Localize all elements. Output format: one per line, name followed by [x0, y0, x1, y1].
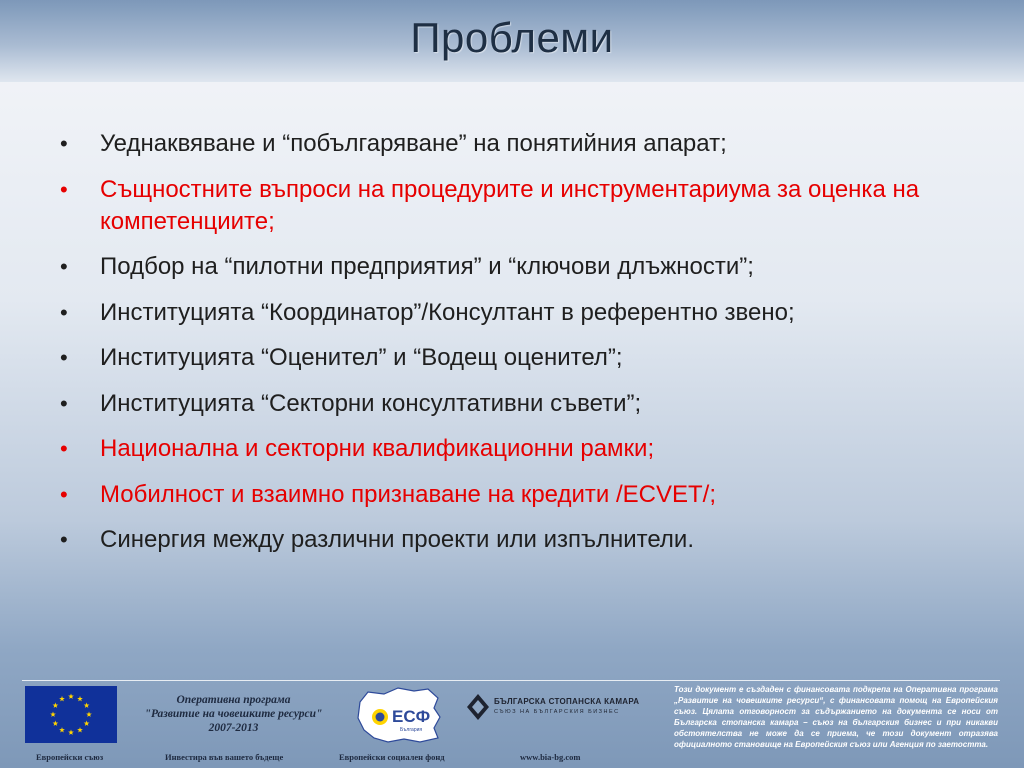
bullet-marker: • [60, 481, 68, 507]
program-title [136, 693, 331, 735]
bullet-text: Синергия между различни проекти или изпълнители. [100, 526, 694, 553]
program-line2: "Развитие на човешките ресурси" [144, 708, 323, 720]
bullet-item [60, 174, 960, 238]
bullet-marker: • [60, 390, 68, 416]
eu-star-icon [68, 730, 74, 735]
bullet-text: Уеднаквяване и “побългаряване” на понятийния апарат; [100, 130, 727, 157]
bullet-text: Институцията “Оценител” и “Водещ оценител”; [100, 344, 623, 371]
bcc-subtitle: СЪЮЗ НА БЪЛГАРСКИЯ БИЗНЕС [494, 709, 620, 715]
eu-star-icon [84, 703, 90, 708]
bullet-item [60, 297, 960, 329]
eu-star-icon [59, 696, 65, 701]
eu-caption: Европейски съюз [36, 752, 104, 762]
footer [0, 675, 1024, 768]
bullet-item [60, 433, 960, 465]
bullet-item [60, 388, 960, 420]
program-caption: Инвестира във вашето бъдеще [165, 752, 284, 762]
bullet-marker: • [60, 345, 68, 370]
bullet-item [60, 479, 960, 511]
bullet-text: Мобилност и взаимно признаване на кредити /ECVET/; [100, 480, 716, 508]
esf-logo-sub: България [400, 727, 423, 733]
bcc-name: БЪЛГАРСКА СТОПАНСКА КАМАРА [494, 697, 640, 706]
bullet-text: Институцията “Координатор”/Консултант в референтно звено; [100, 298, 795, 326]
bullet-item [60, 128, 960, 160]
bcc-emblem-icon [466, 693, 490, 721]
bullet-text: Същностните въпроси на процедурите и инструментариума за оценка на компетенциите; [100, 175, 920, 235]
esf-logo-text: ЕСФ [392, 707, 431, 726]
bullet-marker: • [60, 176, 68, 202]
bullet-list [60, 128, 960, 570]
title-bar [0, 0, 1024, 82]
eu-star-icon [53, 721, 59, 726]
bcc-url: www.bia-bg.com [520, 752, 581, 762]
slide-title: Проблеми [410, 14, 614, 61]
bullet-item [60, 524, 960, 556]
bullet-text: Подбор на “пилотни предприятия” и “ключови длъжности”; [100, 253, 754, 280]
bullet-item [60, 342, 960, 374]
bullet-marker: • [60, 299, 68, 325]
bullet-marker: • [60, 254, 68, 279]
eu-star-icon [86, 712, 92, 717]
eu-star-icon [77, 696, 83, 701]
bullet-text: Национална и секторни квалификационни рамки; [100, 435, 655, 462]
esf-caption: Европейски социален фонд [339, 752, 445, 762]
disclaimer-text: Този документ е създаден с финансовата подкрепа на Оперативна програма „Развитие на човешките ресурси“, с финансовата помощ на Европейския съюз. Цялата отговорност за съдържанието на документа се носи от Българска стопанска камара – съюз на българския бизнес и при никакви обстоятелства не може да се приема, че този документ отразява официалното становище на Европейския съюз или Агенция по заетостта. [674, 685, 998, 749]
eu-star-icon [50, 712, 56, 717]
program-years: 2007-2013 [208, 722, 259, 734]
eu-star-icon [53, 703, 59, 708]
eu-star-icon [77, 727, 83, 732]
bullet-marker: • [60, 436, 68, 461]
program-line1: Оперативна програма [176, 694, 291, 706]
bcc-logo [466, 691, 646, 731]
bullet-item [60, 251, 960, 283]
eu-star-icon [59, 727, 65, 732]
bullet-marker: • [60, 527, 68, 552]
bullet-marker: • [60, 131, 68, 156]
esf-logo [354, 684, 444, 746]
eu-star-icon [68, 694, 74, 699]
eu-flag-icon [25, 686, 117, 743]
bullet-text: Институцията “Секторни консултативни съвети”; [100, 389, 642, 417]
eu-star-icon [84, 721, 90, 726]
footer-divider [22, 680, 1000, 681]
